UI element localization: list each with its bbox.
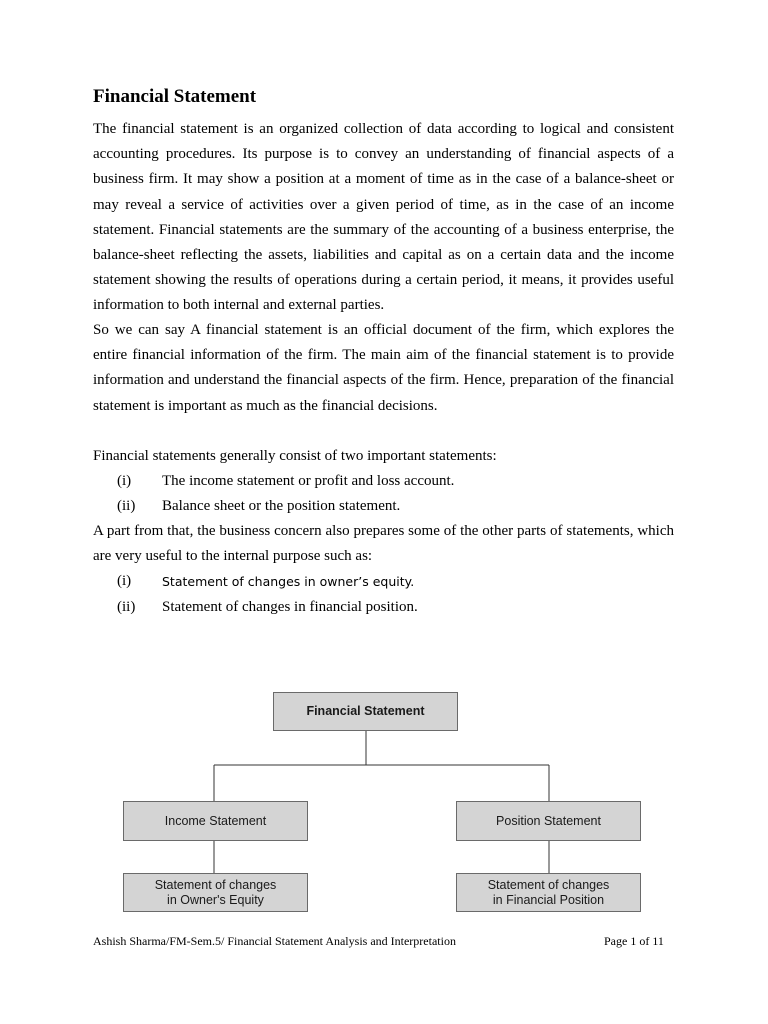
page-title: Financial Statement bbox=[93, 86, 257, 107]
financial-position-box: Statement of changes in Financial Position bbox=[456, 873, 641, 912]
list-number: (ii) bbox=[117, 599, 136, 615]
financial-statement-box: Financial Statement bbox=[273, 692, 458, 731]
list-item bbox=[93, 469, 674, 494]
list-item bbox=[93, 569, 674, 594]
owners-equity-box: Statement of changes in Owner's Equity bbox=[123, 873, 308, 912]
summary-paragraph: So we can say A financial statement is an official document of the firm, which explores the entire financial information of the firm. The main aim of the financial statement is to provide information and understand the financial aspects of the firm. Hence, preparation of the financial statement is important as much as the financial decisions. bbox=[93, 322, 674, 414]
list-text: Statement of changes in financial position. bbox=[162, 599, 418, 615]
page-number: Page 1 of 11 bbox=[604, 934, 664, 948]
list-item bbox=[93, 494, 674, 519]
intro-paragraph: The financial statement is an organized collection of data according to logical and consistent accounting procedures. Its purpose is to convey an understanding of financial aspects of a business firm. It may show a position at a moment of time as in the case of a balance-sheet or may reveal a service of activities over a given period of time, as in the case of an income statement. Financial statements are the summary of the accounting of a business enterprise, the balance-sheet reflecting the assets, liabilities and capital as on a certain data and the income statement showing the results of operations during a certain period, it means, it provides useful information to both internal and external parties. bbox=[93, 121, 674, 314]
list-text: Statement of changes in owner’s equity. bbox=[162, 574, 415, 589]
other-statements-paragraph: A part from that, the business concern also prepares some of the other parts of statements, which are very useful to the internal purpose such as: bbox=[93, 523, 674, 565]
footer-author: Ashish Sharma/FM-Sem.5/ Financial Statement Analysis and Interpretation bbox=[93, 934, 456, 948]
list-text: The income statement or profit and loss account. bbox=[162, 473, 455, 489]
list-number: (i) bbox=[117, 473, 132, 489]
consist-paragraph: Financial statements generally consist of two important statements: bbox=[93, 448, 497, 464]
list-number: (i) bbox=[117, 573, 132, 589]
income-statement-box: Income Statement bbox=[123, 801, 308, 841]
list-item bbox=[93, 595, 674, 620]
list-number: (ii) bbox=[117, 498, 136, 514]
list-text: Balance sheet or the position statement. bbox=[162, 498, 401, 514]
position-statement-box: Position Statement bbox=[456, 801, 641, 841]
